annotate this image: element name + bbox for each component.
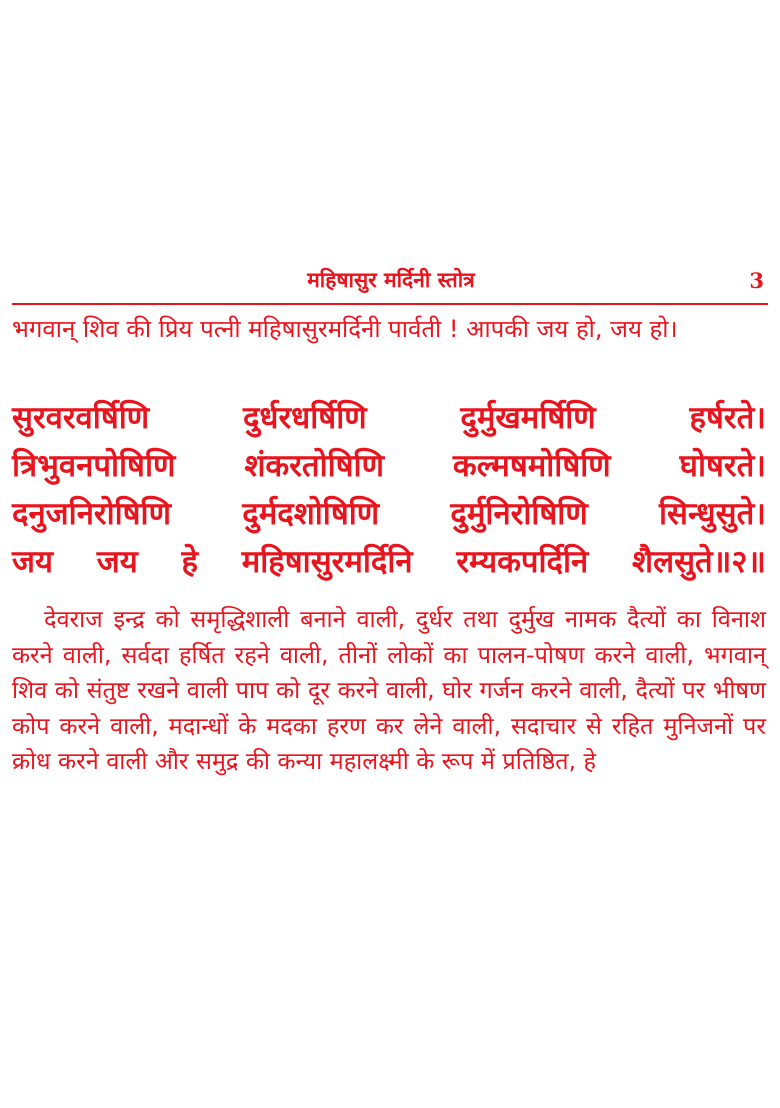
intro-paragraph: भगवान् शिव की प्रिय पत्नी महिषासुरमर्दिनी पार्वती ! आपकी जय हो, जय हो। bbox=[12, 315, 678, 343]
verse-line-1: सुरवरवर्षिणि दुर्धरधर्षिणि दुर्मुखमर्षिणि हर्षरते। bbox=[12, 400, 766, 436]
header-rule bbox=[12, 303, 768, 305]
running-title: महिषासुर मर्दिनी स्तोत्र bbox=[307, 268, 475, 292]
verse-line-4: जय जय हे महिषासुरमर्दिनि रम्यकपर्दिनि शैलसुते॥२॥ bbox=[12, 544, 766, 580]
stotra-verse bbox=[12, 394, 766, 586]
page-number: 3 bbox=[749, 268, 764, 293]
commentary-paragraph: देवराज इन्द्र को समृद्धिशाली बनाने वाली, दुर्धर तथा दुर्मुख नामक दैत्यों का विनाश करने वाली, सर्वदा हर्षित रहने वाली, तीनों लोकों का पालन-पोषण करने वाली, भगवान् शिव को संतुष्ट रखने वाली पाप को दूर करने वाली, घोर गर्जन करने वाली, दैत्यों पर भीषण कोप करने वाली, मदान्धों के मदका हरण कर लेने वाली, सदाचार से रहित मुनिजनों पर क्रोध करने वाली और समुद्र की कन्या महालक्ष्मी के रूप में प्रतिष्ठित, हे bbox=[12, 605, 766, 775]
page-header bbox=[14, 262, 768, 298]
verse-line-3: दनुजनिरोषिणि दुर्मदशोषिणि दुर्मुनिरोषिणि सिन्धुसुते। bbox=[12, 496, 766, 532]
verse-line-2: त्रिभुवनपोषिणि शंकरतोषिणि कल्मषमोषिणि घोषरते। bbox=[12, 448, 766, 484]
